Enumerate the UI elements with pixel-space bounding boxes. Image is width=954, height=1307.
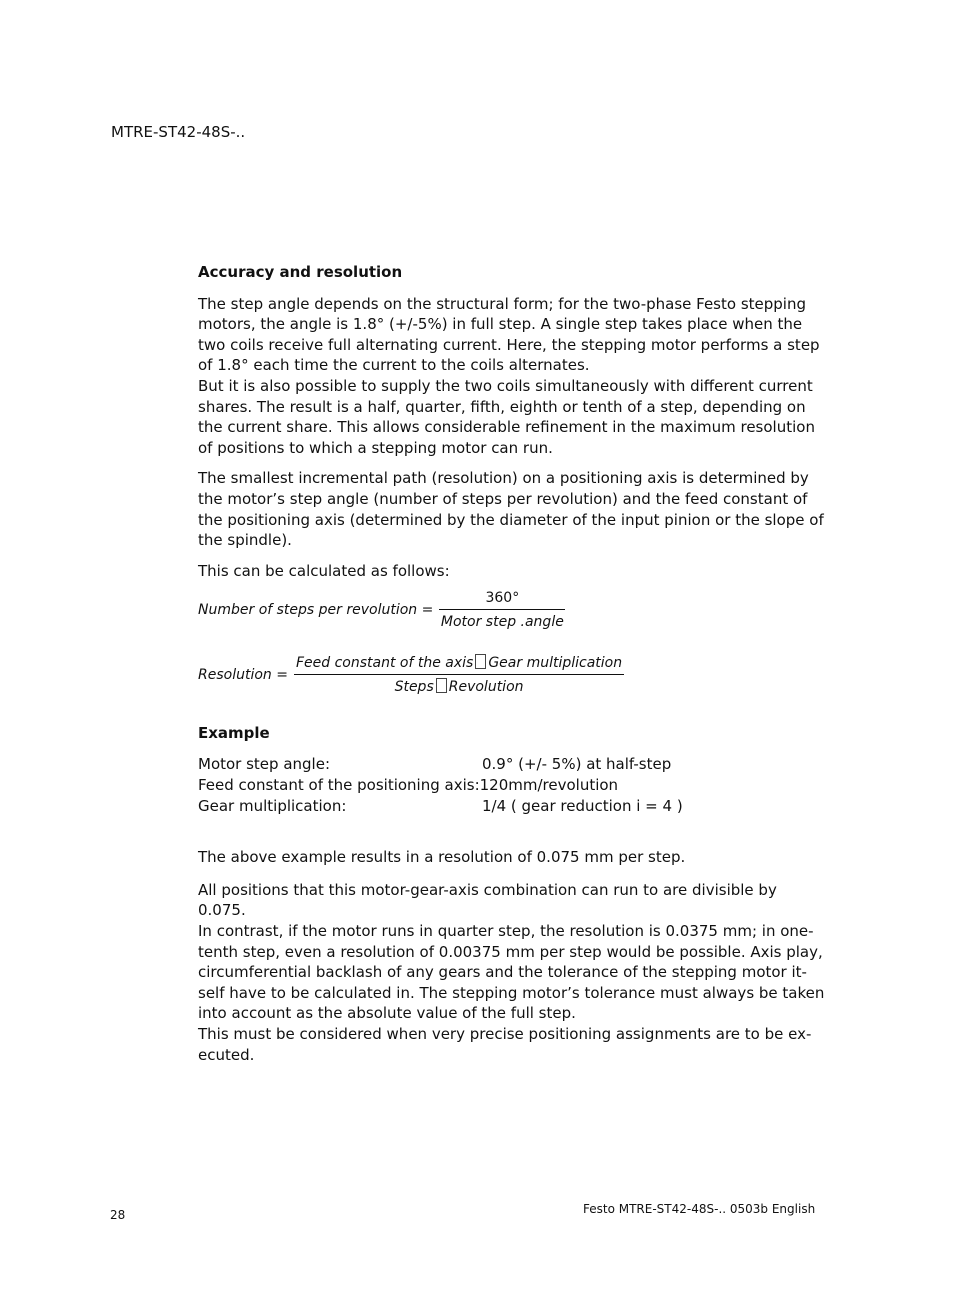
- example-row: [198, 754, 803, 775]
- example-row: [198, 796, 803, 817]
- text-line: In contrast, if the motor runs in quarter step, the resolution is 0.0375 mm; in one-: [198, 922, 814, 941]
- text-line: two coils receive full alternating current. Here, the stepping motor performs a step: [198, 335, 820, 354]
- formula-steps-per-revolution: [198, 591, 803, 629]
- text-line: the current share. This allows considerable refinement in the maximum resolution: [198, 418, 815, 437]
- fraction-denominator: Motor step .angle: [440, 614, 564, 631]
- example-value: 1/4 ( gear reduction i = 4 ): [482, 796, 683, 815]
- example-label: Gear multiplication:: [198, 796, 347, 815]
- multiply-placeholder-icon: [436, 678, 447, 693]
- text-line: The smallest incremental path (resolution) on a positioning axis is determined by: [198, 469, 809, 488]
- text-line: the spindle).: [198, 531, 292, 550]
- text-line: This must be considered when very precise positioning assignments are to be ex-: [198, 1025, 812, 1044]
- example-label: Feed constant of the positioning axis:: [198, 775, 480, 794]
- document-header: MTRE-ST42-48S-..: [111, 123, 246, 141]
- text-line: into account as the absolute value of the full step.: [198, 1004, 576, 1023]
- text-line: the motor’s step angle (number of steps per revolution) and the feed constant of: [198, 489, 808, 508]
- footer-text: Festo MTRE-ST42-48S-.. 0503b English: [583, 1202, 816, 1216]
- text-line: tenth step, even a resolution of 0.00375 mm per step would be possible. Axis play,: [198, 942, 823, 961]
- page-number: 28: [110, 1208, 126, 1222]
- fraction-numerator: [294, 653, 624, 676]
- text-line: the positioning axis (determined by the diameter of the input pinion or the slope of: [198, 510, 824, 529]
- text-line: But it is also possible to supply the two coils simultaneously with different current: [198, 376, 813, 395]
- formula-resolution: [198, 655, 803, 695]
- example-value: 0.9° (+/- 5%) at half-step: [482, 754, 672, 773]
- text-line: motors, the angle is 1.8° (+/-5%) in full step. A single step takes place when the: [198, 315, 803, 334]
- text-line: of positions to which a stepping motor can run.: [198, 438, 553, 457]
- fraction: [439, 588, 565, 633]
- paragraph-positions: [198, 880, 825, 1065]
- formula-lhs: Resolution =: [198, 667, 288, 684]
- paragraph-example-result: The above example results in a resolution of 0.075 mm per step.: [198, 848, 686, 867]
- numerator-part-a: Feed constant of the axis: [295, 654, 474, 671]
- text-line: The step angle depends on the structural form; for the two-phase Festo stepping: [198, 294, 806, 313]
- text-line: circumferential backlash of any gears and the tolerance of the stepping motor it-: [198, 963, 807, 982]
- text-line: ecuted.: [198, 1045, 255, 1064]
- fraction: [294, 653, 624, 698]
- text-line: 0.075.: [198, 901, 246, 920]
- text-line: self have to be calculated in. The stepping motor’s tolerance must always be taken: [198, 983, 825, 1002]
- page-content: [198, 262, 825, 1075]
- example-value: 120mm/revolution: [479, 775, 619, 794]
- example-row: [198, 775, 803, 796]
- denominator-part-b: Revolution: [448, 679, 524, 696]
- example-values: [198, 754, 803, 816]
- fraction-denominator: [395, 675, 524, 698]
- example-label: Motor step angle:: [198, 754, 330, 773]
- section-heading-example: Example: [198, 724, 270, 743]
- section-heading-accuracy: Accuracy and resolution: [198, 263, 403, 281]
- multiply-placeholder-icon: [475, 654, 486, 669]
- text-line: All positions that this motor-gear-axis combination can run to are divisible by: [198, 880, 777, 899]
- numerator-part-b: Gear multiplication: [488, 654, 623, 671]
- fraction-numerator: 360°: [439, 588, 565, 611]
- formula-lhs: Number of steps per revolution =: [198, 602, 434, 619]
- paragraph-calculated: This can be calculated as follows:: [198, 561, 450, 580]
- text-line: shares. The result is a half, quarter, fifth, eighth or tenth of a step, depending on: [198, 397, 806, 416]
- denominator-part-a: Steps: [394, 679, 434, 696]
- paragraph-step-angle: [198, 294, 820, 459]
- text-line: of 1.8° each time the current to the coils alternates.: [198, 356, 590, 375]
- paragraph-resolution: [198, 468, 824, 550]
